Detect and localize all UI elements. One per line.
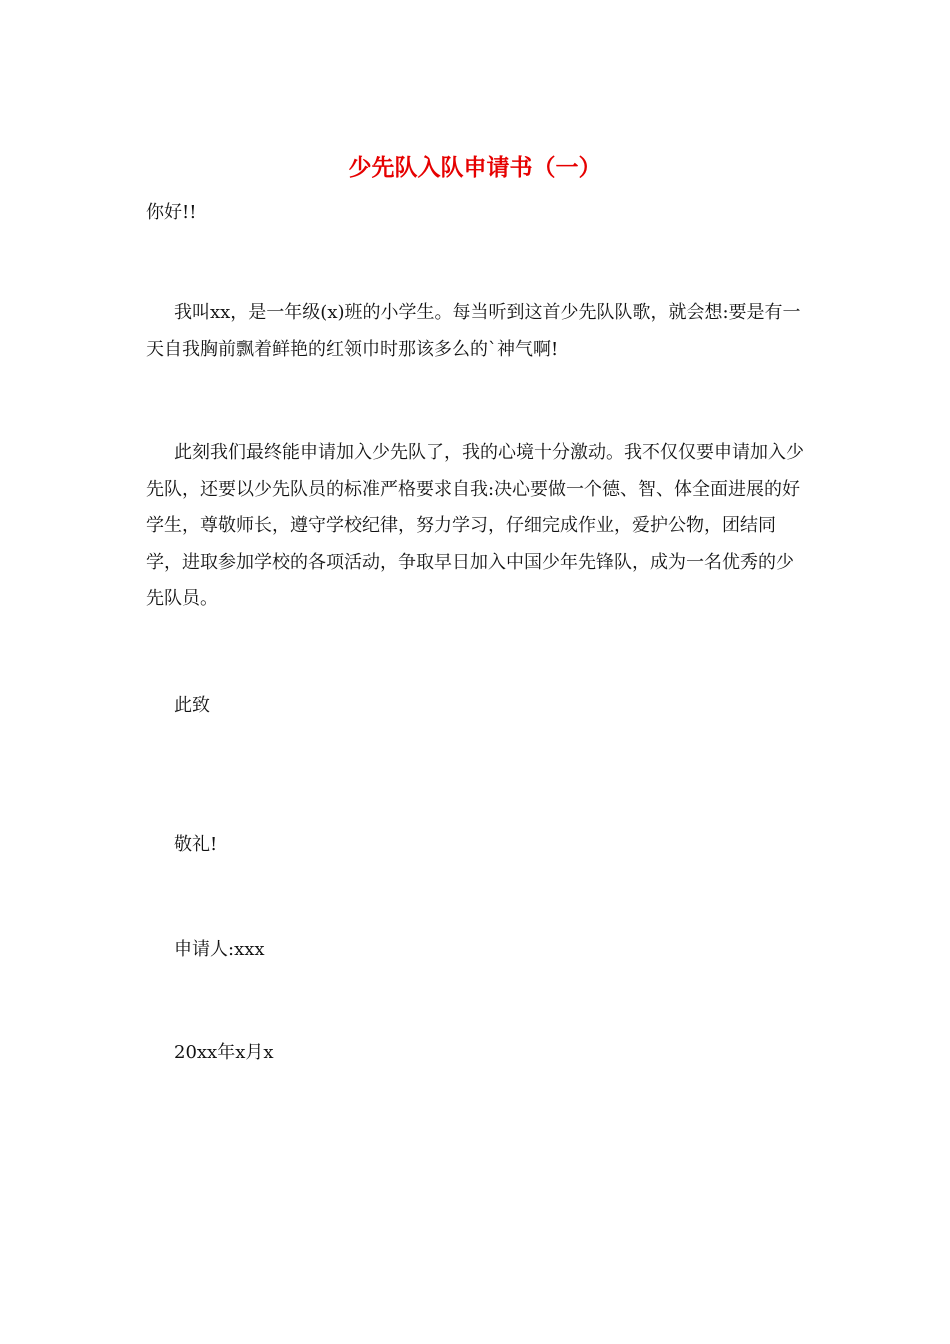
paragraph-1 [146,295,806,368]
closing-regards [146,827,806,864]
closing-salutation [146,688,806,725]
greeting [146,195,806,232]
closing-regards-text: 敬礼! [174,834,218,855]
greeting-text: 你好!! [146,202,197,223]
signature [146,932,806,969]
signature-text: 申请人:xxx [174,939,265,960]
document-title: 少先队入队申请书（一） [348,154,602,181]
date-text: 20xx年x月x [174,1042,274,1063]
paragraph-1-text: 我叫xx，是一年级(x)班的小学生。每当听到这首少先队队歌，就会想:要是有一天自我胸前飘着鲜艳的红领巾时那该多么的`神气啊! [146,302,801,360]
date [146,1035,806,1072]
paragraph-2 [146,435,806,618]
closing-salutation-text: 此致 [174,695,210,716]
paragraph-2-text: 此刻我们最终能申请加入少先队了，我的心境十分激动。我不仅仅要申请加入少先队，还要以少先队员的标准严格要求自我:决心要做一个德、智、体全面进展的好学生，尊敬师长，遵守学校纪律，努力学习，仔细完成作业，爱护公物，团结同学，进取参加学校的各项活动，争取早日加入中国少年先锋队，成为一名优秀的少先队员。 [146,442,804,609]
